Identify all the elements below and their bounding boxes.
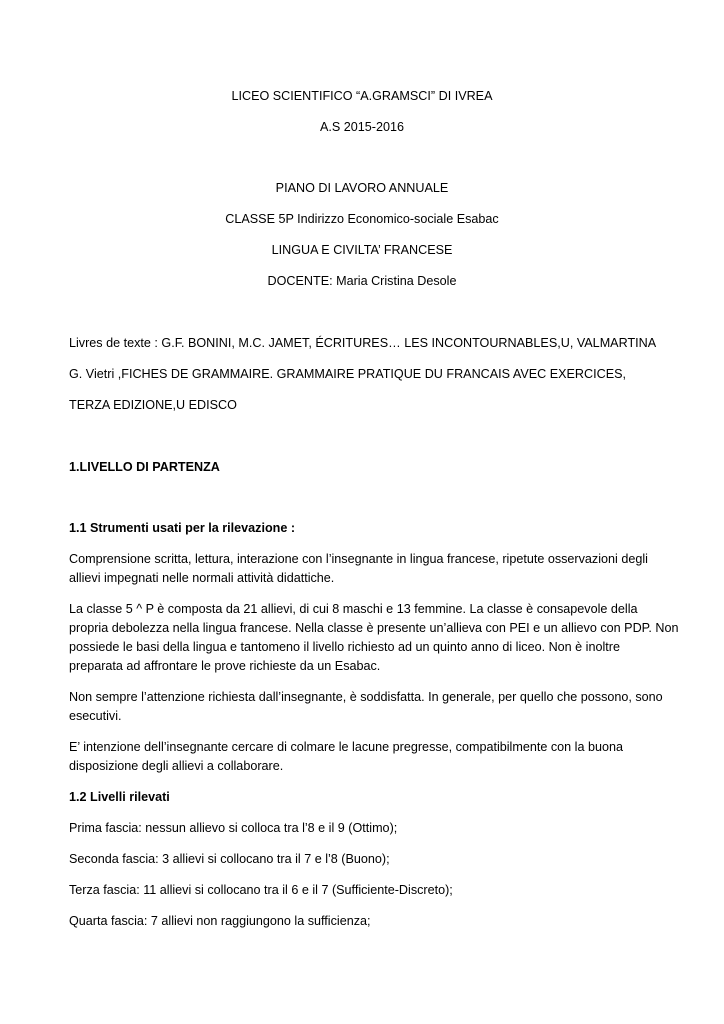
paragraph-attention-line-1: Non sempre l’attenzione richiesta dall’insegnante, è soddisfatta. In generale, per quello che possono, sono bbox=[69, 690, 663, 704]
plan-title: PIANO DI LAVORO ANNUALE bbox=[275, 181, 449, 195]
subject-title: LINGUA E CIVILTA’ FRANCESE bbox=[271, 243, 453, 257]
class-info: CLASSE 5P Indirizzo Economico-sociale Esabac bbox=[225, 212, 499, 226]
school-name: LICEO SCIENTIFICO “A.GRAMSCI” DI IVREA bbox=[231, 89, 493, 103]
paragraph-tools-line-2: allievi impegnati nelle normali attività didattiche. bbox=[69, 571, 335, 585]
paragraph-intention-line-1: E’ intenzione dell’insegnante cercare di colmare le lacune pregresse, compatibilmente con la buona bbox=[69, 740, 623, 754]
textbook-line-3: TERZA EDIZIONE,U EDISCO bbox=[69, 398, 237, 412]
paragraph-attention-line-2: esecutivi. bbox=[69, 709, 122, 723]
school-year: A.S 2015-2016 bbox=[319, 120, 405, 134]
paragraph-class-line-1: La classe 5 ^ P è composta da 21 allievi, di cui 8 maschi e 13 femmine. La classe è consapevole della bbox=[69, 602, 638, 616]
paragraph-class-line-3: possiede le basi della lingua e tantomeno il livello richiesto ad un quinto anno di liceo. Non è inoltre bbox=[69, 640, 620, 654]
paragraph-class-line-2: propria debolezza nella lingua francese. Nella classe è presente un’allieva con PEI e un allievo con PDP. Non bbox=[69, 621, 679, 635]
section-heading: 1.LIVELLO DI PARTENZA bbox=[69, 460, 220, 474]
paragraph-tools-line-1: Comprensione scritta, lettura, interazione con l’insegnante in lingua francese, ripetute osservazioni degli bbox=[69, 552, 648, 566]
subsection-heading-levels: 1.2 Livelli rilevati bbox=[69, 790, 170, 804]
subsection-heading-tools: 1.1 Strumenti usati per la rilevazione : bbox=[69, 521, 296, 535]
paragraph-class-line-4: preparata ad affrontare le prove richieste da un Esabac. bbox=[69, 659, 381, 673]
level-item: Quarta fascia: 7 allievi non raggiungono la sufficienza; bbox=[69, 914, 371, 928]
teacher-name: DOCENTE: Maria Cristina Desole bbox=[267, 274, 457, 288]
level-item: Seconda fascia: 3 allievi si collocano tra il 7 e l’8 (Buono); bbox=[69, 852, 390, 866]
level-item: Prima fascia: nessun allievo si colloca tra l’8 e il 9 (Ottimo); bbox=[69, 821, 398, 835]
textbook-line-1: Livres de texte : G.F. BONINI, M.C. JAMET, ÉCRITURES… LES INCONTOURNABLES,U, VALMARTINA bbox=[69, 336, 657, 350]
textbook-line-2: G. Vietri ,FICHES DE GRAMMAIRE. GRAMMAIRE PRATIQUE DU FRANCAIS AVEC EXERCICES, bbox=[69, 367, 627, 381]
paragraph-intention-line-2: disposizione degli allievi a collaborare. bbox=[69, 759, 284, 773]
level-item: Terza fascia: 11 allievi si collocano tra il 6 e il 7 (Sufficiente-Discreto); bbox=[69, 883, 453, 897]
